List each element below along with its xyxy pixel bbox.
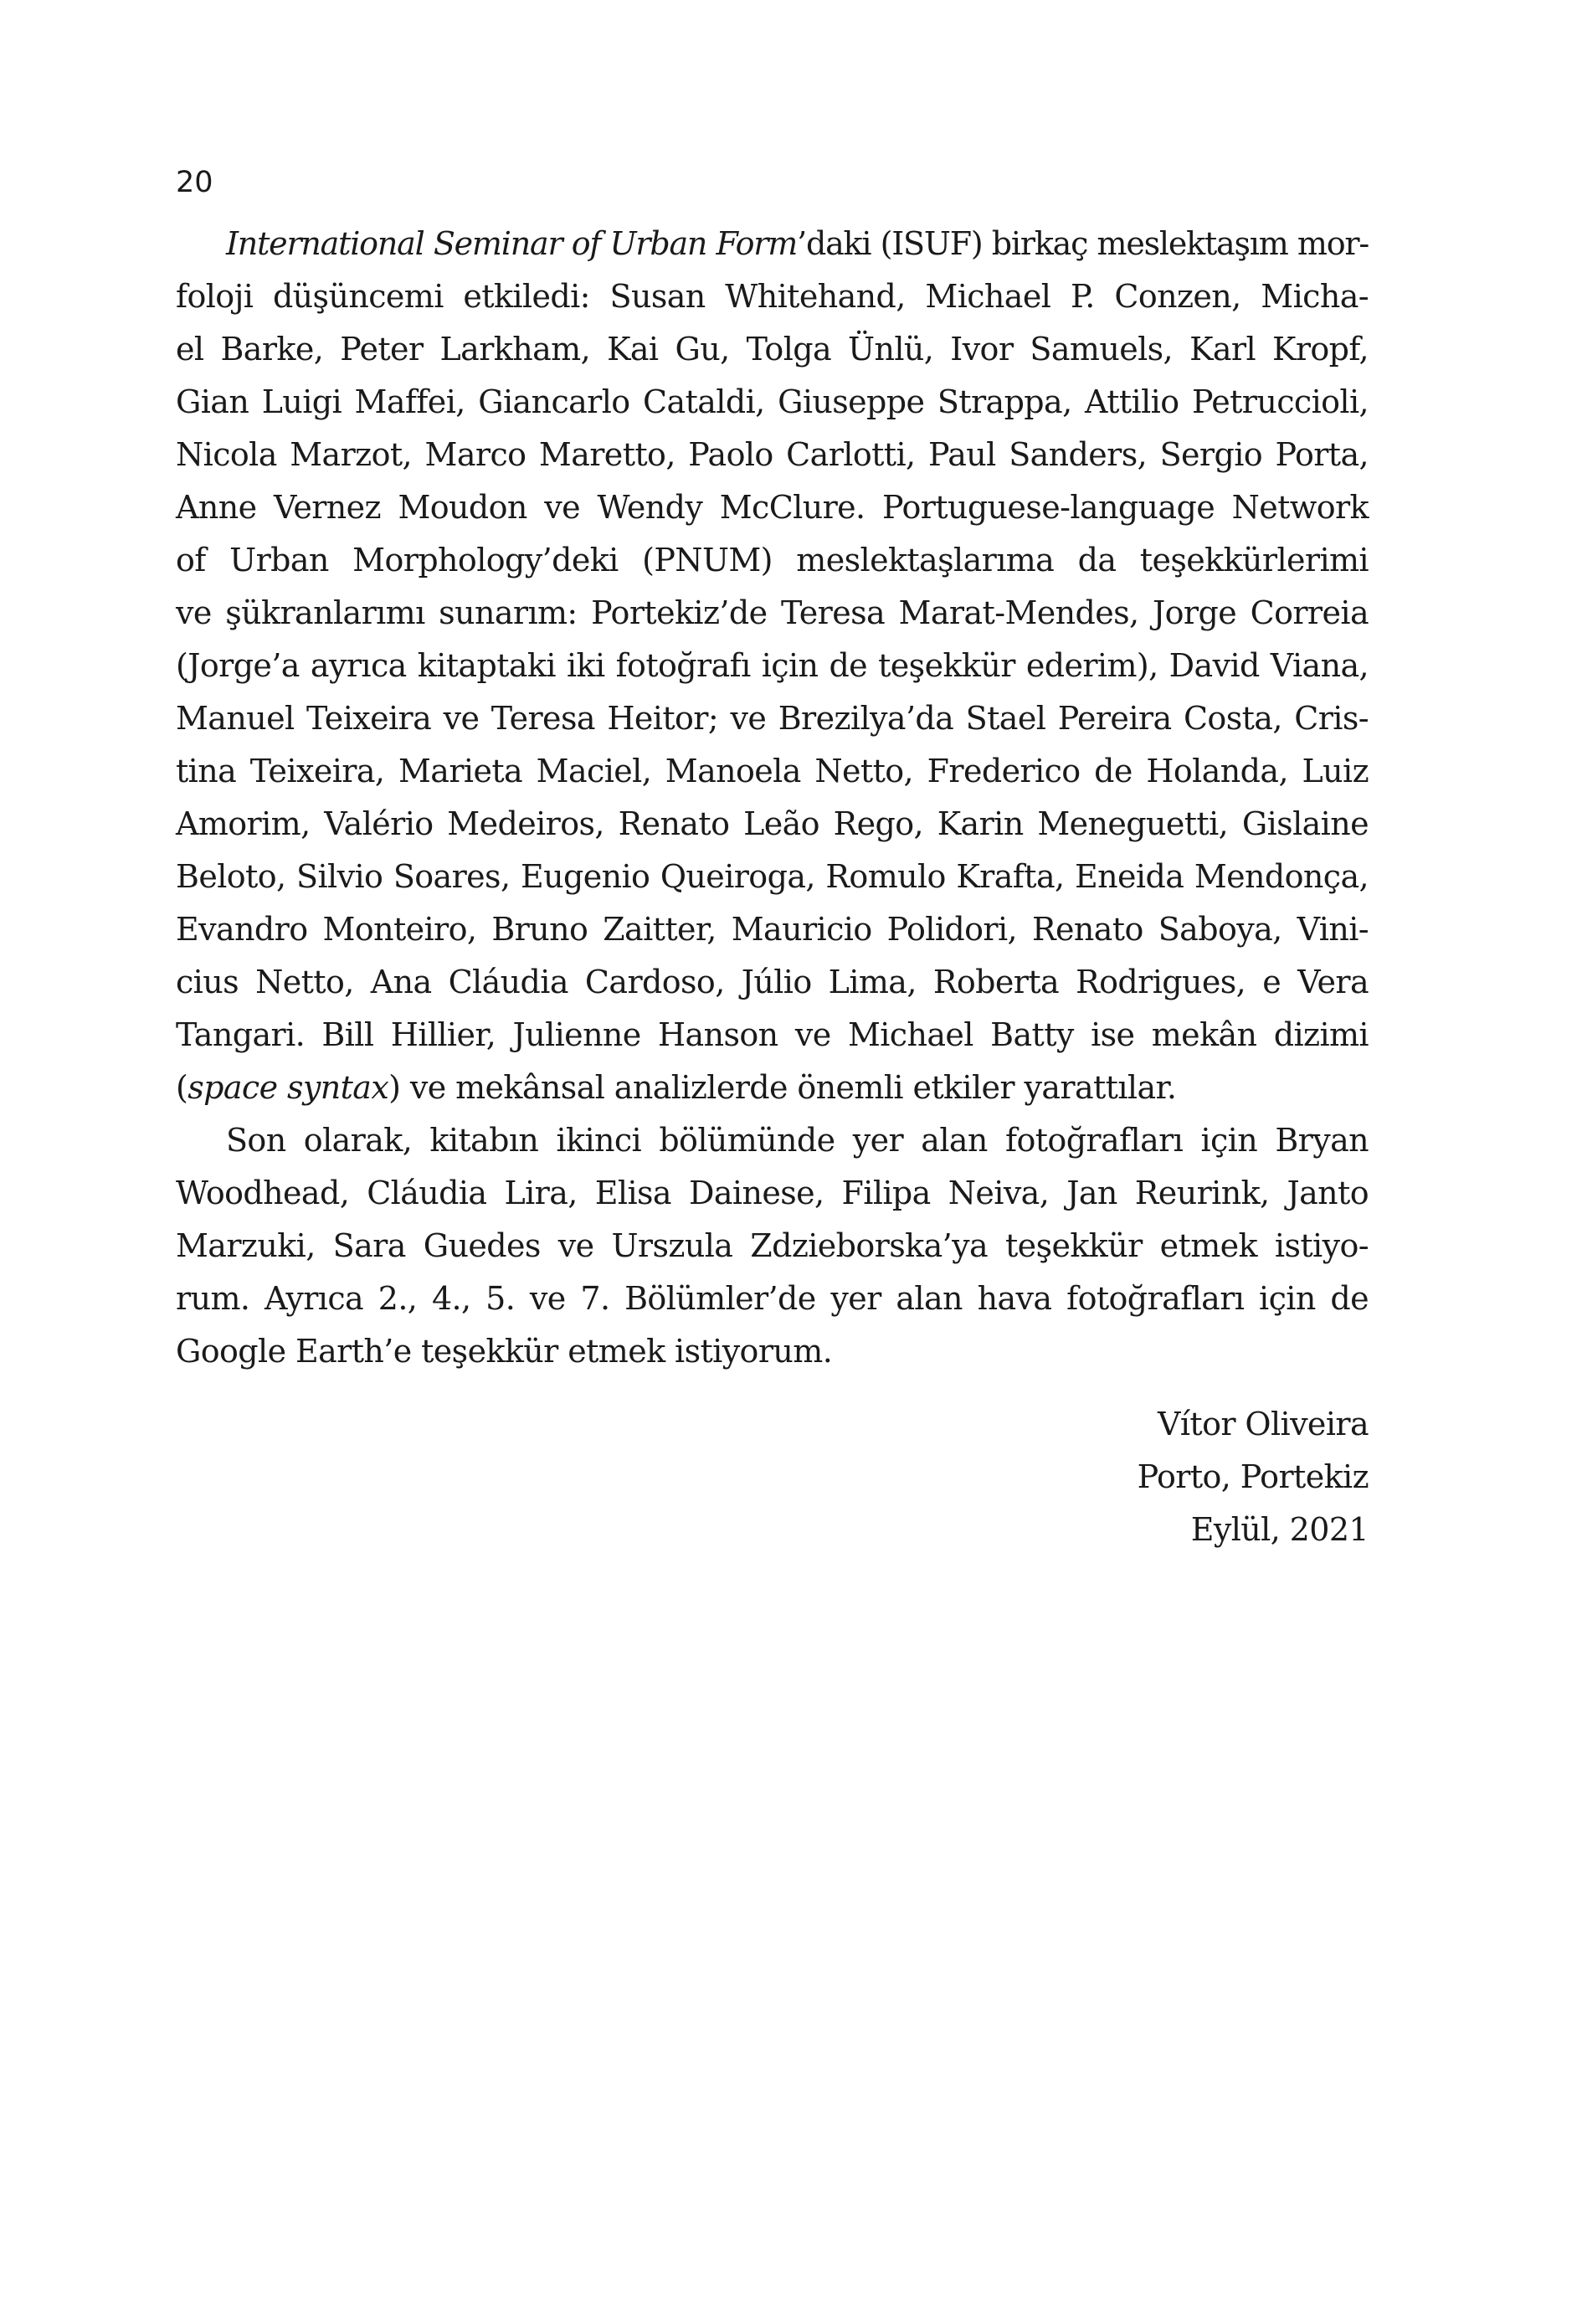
paragraph-line: rum. Ayrıca 2., 4., 5. ve 7. Bölümler’de yer alan hava fotoğrafları için de bbox=[176, 1280, 1369, 1317]
paragraph-line: foloji düşüncemi etkiledi: Susan Whitehand, Michael P. Conzen, Micha- bbox=[176, 278, 1369, 315]
author-place: Porto, Portekiz bbox=[1137, 1458, 1369, 1495]
paragraph-line: International Seminar of Urban Form’daki (ISUF) birkaç meslektaşım mor- bbox=[226, 225, 1369, 262]
italic-term: space syntax bbox=[187, 1069, 389, 1106]
paragraph-line: (space syntax) ve mekânsal analizlerde önemli etkiler yarattılar. bbox=[176, 1069, 1177, 1106]
body-text bbox=[176, 218, 1369, 1378]
author-name: Vítor Oliveira bbox=[1158, 1406, 1369, 1442]
signature-date: Eylül, 2021 bbox=[1190, 1511, 1369, 1548]
paragraph-2 bbox=[176, 1114, 1369, 1378]
paragraph-line: cius Netto, Ana Cláudia Cardoso, Júlio Lima, Roberta Rodrigues, e Vera bbox=[176, 964, 1369, 1000]
paragraph-line: (Jorge’a ayrıca kitaptaki iki fotoğrafı için de teşekkür ederim), David Viana, bbox=[176, 647, 1369, 684]
paragraph-line: Beloto, Silvio Soares, Eugenio Queiroga, Romulo Krafta, Eneida Mendonça, bbox=[176, 858, 1369, 895]
paragraph-line: Google Earth’e teşekkür etmek istiyorum. bbox=[176, 1333, 833, 1370]
paragraph-line: Son olarak, kitabın ikinci bölümünde yer alan fotoğrafları için Bryan bbox=[226, 1122, 1369, 1159]
paragraph-line: tina Teixeira, Marieta Maciel, Manoela Netto, Frederico de Holanda, Luiz bbox=[176, 753, 1369, 789]
paragraph-line: Gian Luigi Maffei, Giancarlo Cataldi, Giuseppe Strappa, Attilio Petruccioli, bbox=[176, 383, 1369, 420]
paragraph-line: Woodhead, Cláudia Lira, Elisa Dainese, Filipa Neiva, Jan Reurink, Janto bbox=[176, 1175, 1369, 1211]
paragraph-1 bbox=[176, 218, 1369, 1114]
paragraph-line: of Urban Morphology’deki (PNUM) meslektaşlarıma da teşekkürlerimi bbox=[176, 542, 1369, 578]
paragraph-line: el Barke, Peter Larkham, Kai Gu, Tolga Ünlü, Ivor Samuels, Karl Kropf, bbox=[176, 331, 1369, 368]
signature-block bbox=[1138, 1398, 1369, 1556]
paragraph-line: Tangari. Bill Hillier, Julienne Hanson ve Michael Batty ise mekân dizimi bbox=[176, 1016, 1369, 1053]
italic-title: International Seminar of Urban Form bbox=[226, 225, 798, 262]
paragraph-line: Amorim, Valério Medeiros, Renato Leão Rego, Karin Meneguetti, Gislaine bbox=[176, 805, 1369, 842]
paragraph-line: Manuel Teixeira ve Teresa Heitor; ve Brezilya’da Stael Pereira Costa, Cris- bbox=[176, 700, 1369, 737]
paragraph-line: Evandro Monteiro, Bruno Zaitter, Mauricio Polidori, Renato Saboya, Vini- bbox=[176, 911, 1369, 948]
page-number: 20 bbox=[176, 166, 213, 199]
paragraph-line: Anne Vernez Moudon ve Wendy McClure. Portuguese-language Network bbox=[176, 489, 1369, 526]
paragraph-line: Nicola Marzot, Marco Maretto, Paolo Carlotti, Paul Sanders, Sergio Porta, bbox=[176, 436, 1369, 473]
paragraph-line: Marzuki, Sara Guedes ve Urszula Zdzieborska’ya teşekkür etmek istiyo- bbox=[176, 1227, 1369, 1264]
paragraph-line: ve şükranlarımı sunarım: Portekiz’de Teresa Marat-Mendes, Jorge Correia bbox=[176, 594, 1369, 631]
